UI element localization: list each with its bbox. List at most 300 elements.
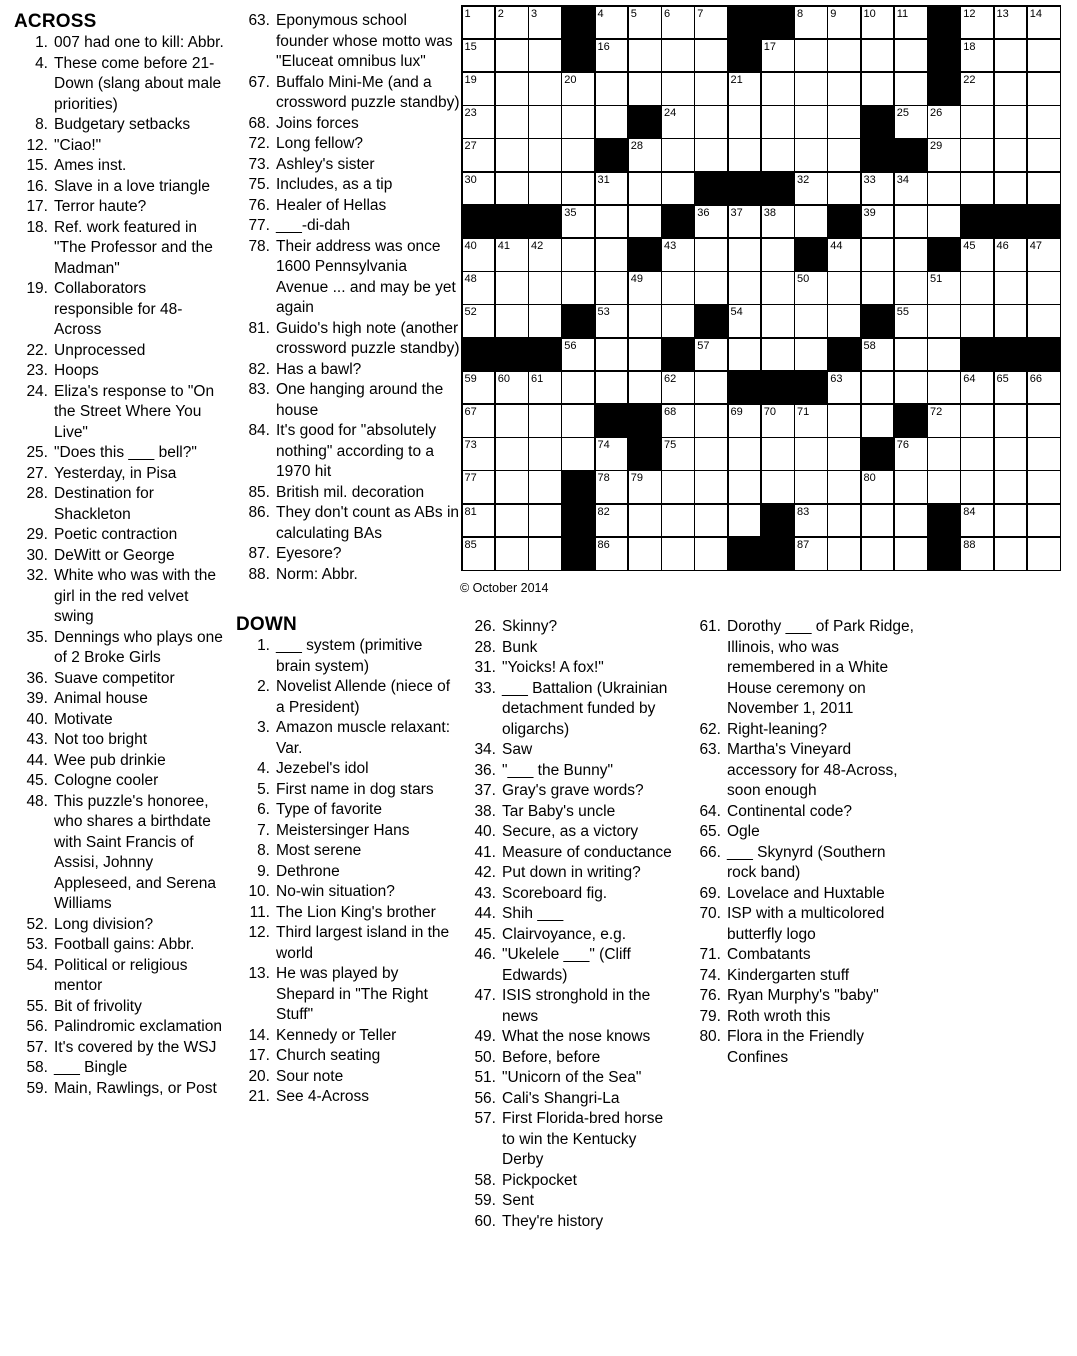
grid-cell[interactable] — [463, 405, 495, 437]
grid-cell[interactable] — [463, 73, 495, 105]
grid-cell[interactable] — [795, 139, 827, 171]
grid-cell[interactable] — [1028, 438, 1060, 470]
cell-number: 46 — [996, 239, 1009, 252]
grid-cell[interactable] — [729, 505, 761, 537]
grid-cell[interactable] — [695, 206, 727, 238]
grid-cell[interactable] — [463, 372, 495, 404]
grid-cell[interactable] — [928, 106, 960, 138]
clue-number: 34. — [474, 741, 496, 758]
grid-cell[interactable] — [496, 538, 528, 570]
grid-cell[interactable] — [795, 73, 827, 105]
grid-cell[interactable] — [995, 438, 1027, 470]
grid-cell[interactable] — [862, 339, 894, 371]
grid-cell[interactable] — [995, 305, 1027, 337]
grid-cell[interactable] — [629, 272, 661, 304]
grid-cell[interactable] — [1028, 505, 1060, 537]
grid-cell[interactable] — [795, 305, 827, 337]
clue-number: 50. — [474, 1048, 496, 1066]
grid-cell[interactable] — [729, 239, 761, 271]
grid-cell[interactable] — [928, 339, 960, 371]
grid-cell[interactable] — [596, 206, 628, 238]
grid-cell[interactable] — [1028, 372, 1060, 404]
clue-item — [14, 1017, 228, 1038]
grid-cell[interactable] — [795, 206, 827, 238]
grid-cell[interactable] — [529, 7, 561, 39]
grid-cell[interactable] — [762, 139, 794, 171]
grid-cell[interactable] — [529, 505, 561, 537]
clue-text: Norm: Abbr. — [276, 565, 358, 583]
grid-cell[interactable] — [828, 305, 860, 337]
grid-cell[interactable] — [629, 372, 661, 404]
grid-cell[interactable] — [961, 40, 993, 72]
grid-cell[interactable] — [1028, 106, 1060, 138]
grid-cell[interactable] — [496, 173, 528, 205]
grid-cell[interactable] — [895, 239, 927, 271]
grid-cell[interactable] — [895, 40, 927, 72]
grid-cell[interactable] — [762, 471, 794, 503]
clue-text: Terror haute? — [54, 198, 147, 215]
grid-cell[interactable] — [1028, 538, 1060, 570]
grid-cell[interactable] — [961, 538, 993, 570]
grid-cell[interactable] — [795, 471, 827, 503]
grid-cell[interactable] — [529, 173, 561, 205]
grid-cell[interactable] — [463, 538, 495, 570]
grid-cell[interactable] — [795, 40, 827, 72]
grid-cell[interactable] — [995, 73, 1027, 105]
grid-cell[interactable] — [629, 7, 661, 39]
grid-cell[interactable] — [995, 139, 1027, 171]
grid-cell[interactable] — [463, 305, 495, 337]
grid-cell[interactable] — [795, 106, 827, 138]
grid-cell[interactable] — [562, 372, 594, 404]
grid-cell[interactable] — [695, 339, 727, 371]
grid-cell[interactable] — [729, 139, 761, 171]
grid-cell[interactable] — [995, 538, 1027, 570]
grid-cell[interactable] — [662, 272, 694, 304]
grid-cell[interactable] — [662, 239, 694, 271]
grid-cell[interactable] — [629, 471, 661, 503]
grid-cell[interactable] — [828, 538, 860, 570]
grid-cell[interactable] — [862, 471, 894, 503]
grid-cell[interactable] — [662, 372, 694, 404]
clue-column-down-2 — [462, 617, 680, 1232]
grid-cell[interactable] — [596, 40, 628, 72]
grid-cell[interactable] — [596, 272, 628, 304]
grid-cell[interactable] — [828, 372, 860, 404]
grid-cell[interactable] — [862, 173, 894, 205]
grid-cell[interactable] — [828, 40, 860, 72]
grid-cell[interactable] — [463, 438, 495, 470]
clue-text: They don't count as ABs in calculating BAs — [276, 504, 460, 542]
clue-item — [687, 617, 915, 720]
grid-cell[interactable] — [629, 40, 661, 72]
grid-cell[interactable] — [795, 173, 827, 205]
grid-cell[interactable] — [562, 405, 594, 437]
grid-cell[interactable] — [529, 239, 561, 271]
grid-cell[interactable] — [928, 405, 960, 437]
grid-cell[interactable] — [662, 538, 694, 570]
grid-cell[interactable] — [895, 206, 927, 238]
grid-cell[interactable] — [995, 40, 1027, 72]
grid-cell[interactable] — [762, 405, 794, 437]
grid-cell[interactable] — [729, 106, 761, 138]
grid-cell[interactable] — [928, 471, 960, 503]
clue-text: First name in dog stars — [276, 780, 434, 798]
grid-cell[interactable] — [662, 438, 694, 470]
grid-cell[interactable] — [596, 372, 628, 404]
cell-number: 58 — [863, 339, 876, 352]
grid-cell[interactable] — [961, 505, 993, 537]
clue-item — [236, 11, 460, 73]
grid-cell[interactable] — [562, 438, 594, 470]
grid-cell[interactable] — [596, 438, 628, 470]
grid-cell[interactable] — [828, 73, 860, 105]
grid-cell[interactable] — [995, 239, 1027, 271]
grid-cell[interactable] — [463, 106, 495, 138]
grid-cell[interactable] — [463, 139, 495, 171]
grid-cell[interactable] — [828, 438, 860, 470]
clue-number: 25. — [26, 444, 48, 461]
cell-number: 51 — [930, 273, 943, 286]
grid-cell[interactable] — [662, 40, 694, 72]
grid-cell[interactable] — [961, 7, 993, 39]
grid-cell[interactable] — [463, 173, 495, 205]
grid-cell[interactable] — [496, 7, 528, 39]
grid-cell[interactable] — [529, 471, 561, 503]
grid-cell[interactable] — [629, 538, 661, 570]
grid-cell[interactable] — [629, 505, 661, 537]
cell-number: 60 — [497, 372, 510, 385]
grid-cell[interactable] — [629, 305, 661, 337]
grid-cell[interactable] — [463, 505, 495, 537]
grid-cell[interactable] — [928, 305, 960, 337]
grid-cell[interactable] — [529, 305, 561, 337]
grid-cell[interactable] — [1028, 73, 1060, 105]
grid-cell[interactable] — [662, 73, 694, 105]
clue-item — [236, 862, 460, 883]
grid-black-cell — [928, 73, 960, 105]
clue-number: 63. — [699, 741, 721, 758]
grid-cell[interactable] — [695, 538, 727, 570]
grid-cell[interactable] — [961, 106, 993, 138]
grid-cell[interactable] — [928, 139, 960, 171]
grid-cell[interactable] — [828, 106, 860, 138]
grid-cell[interactable] — [562, 73, 594, 105]
grid-cell[interactable] — [596, 339, 628, 371]
grid-cell[interactable] — [596, 106, 628, 138]
grid-cell[interactable] — [729, 206, 761, 238]
grid-cell[interactable] — [463, 40, 495, 72]
grid-cell[interactable] — [529, 139, 561, 171]
grid-black-cell — [529, 339, 561, 371]
grid-cell[interactable] — [562, 106, 594, 138]
grid-cell[interactable] — [729, 471, 761, 503]
grid-cell[interactable] — [862, 239, 894, 271]
grid-cell[interactable] — [463, 7, 495, 39]
grid-cell[interactable] — [961, 372, 993, 404]
grid-cell[interactable] — [529, 272, 561, 304]
grid-cell[interactable] — [596, 73, 628, 105]
grid-cell[interactable] — [762, 206, 794, 238]
grid-cell[interactable] — [1028, 305, 1060, 337]
grid-cell[interactable] — [496, 505, 528, 537]
grid-cell[interactable] — [729, 339, 761, 371]
grid-cell[interactable] — [995, 372, 1027, 404]
grid-cell[interactable] — [995, 7, 1027, 39]
grid-black-cell — [961, 206, 993, 238]
grid-cell[interactable] — [895, 505, 927, 537]
grid-cell[interactable] — [995, 106, 1027, 138]
grid-cell[interactable] — [629, 173, 661, 205]
grid-cell[interactable] — [695, 438, 727, 470]
clue-text: Type of favorite — [276, 801, 382, 818]
grid-cell[interactable] — [862, 272, 894, 304]
grid-cell[interactable] — [862, 538, 894, 570]
grid-cell[interactable] — [795, 505, 827, 537]
grid-cell[interactable] — [662, 405, 694, 437]
grid-cell[interactable] — [562, 139, 594, 171]
grid-cell[interactable] — [662, 7, 694, 39]
grid-cell[interactable] — [795, 405, 827, 437]
grid-cell[interactable] — [995, 173, 1027, 205]
grid-cell[interactable] — [1028, 405, 1060, 437]
grid-cell[interactable] — [596, 239, 628, 271]
grid-cell[interactable] — [695, 73, 727, 105]
clue-text: Animal house — [54, 690, 148, 707]
grid-cell[interactable] — [1028, 40, 1060, 72]
grid-cell[interactable] — [1028, 173, 1060, 205]
grid-cell[interactable] — [562, 206, 594, 238]
grid-cell[interactable] — [695, 40, 727, 72]
grid-black-cell — [496, 206, 528, 238]
grid-cell[interactable] — [961, 239, 993, 271]
grid-cell[interactable] — [928, 173, 960, 205]
grid-black-cell — [496, 339, 528, 371]
cell-number: 12 — [963, 7, 976, 20]
grid-cell[interactable] — [1028, 471, 1060, 503]
grid-cell[interactable] — [695, 471, 727, 503]
grid-cell[interactable] — [995, 505, 1027, 537]
grid-cell[interactable] — [596, 305, 628, 337]
grid-cell[interactable] — [895, 538, 927, 570]
grid-cell[interactable] — [862, 505, 894, 537]
grid-cell[interactable] — [795, 339, 827, 371]
grid-cell[interactable] — [496, 139, 528, 171]
grid-cell[interactable] — [596, 505, 628, 537]
clue-item — [14, 546, 228, 567]
grid-cell[interactable] — [1028, 272, 1060, 304]
grid-cell[interactable] — [529, 106, 561, 138]
grid-cell[interactable] — [828, 405, 860, 437]
grid-cell[interactable] — [895, 173, 927, 205]
grid-cell[interactable] — [1028, 239, 1060, 271]
clue-item — [687, 884, 915, 905]
grid-cell[interactable] — [961, 73, 993, 105]
clue-text: What the nose knows — [502, 1028, 651, 1045]
grid-cell[interactable] — [529, 40, 561, 72]
clue-number: 59. — [26, 1079, 48, 1097]
grid-cell[interactable] — [961, 173, 993, 205]
grid-cell[interactable] — [895, 471, 927, 503]
grid-cell[interactable] — [496, 40, 528, 72]
grid-cell[interactable] — [1028, 139, 1060, 171]
cell-number: 14 — [1029, 7, 1042, 20]
grid-cell[interactable] — [562, 239, 594, 271]
grid-cell[interactable] — [1028, 7, 1060, 39]
grid-cell[interactable] — [762, 339, 794, 371]
grid-cell[interactable] — [995, 405, 1027, 437]
grid-cell[interactable] — [895, 106, 927, 138]
grid-cell[interactable] — [529, 73, 561, 105]
cell-number: 88 — [963, 538, 976, 551]
grid-cell[interactable] — [762, 272, 794, 304]
grid-cell[interactable] — [729, 438, 761, 470]
grid-cell[interactable] — [862, 73, 894, 105]
grid-cell[interactable] — [695, 7, 727, 39]
grid-cell[interactable] — [662, 471, 694, 503]
grid-cell[interactable] — [895, 438, 927, 470]
grid-cell[interactable] — [828, 471, 860, 503]
grid-cell[interactable] — [862, 206, 894, 238]
grid-cell[interactable] — [729, 405, 761, 437]
grid-cell[interactable] — [828, 272, 860, 304]
grid-cell[interactable] — [695, 139, 727, 171]
clue-number: 60. — [474, 1212, 496, 1230]
grid-cell[interactable] — [862, 7, 894, 39]
clue-number: 20. — [248, 1067, 270, 1085]
grid-cell[interactable] — [463, 272, 495, 304]
grid-cell[interactable] — [496, 438, 528, 470]
grid-cell[interactable] — [629, 206, 661, 238]
grid-cell[interactable] — [895, 73, 927, 105]
grid-cell[interactable] — [662, 305, 694, 337]
clue-text: Meistersinger Hans — [276, 821, 410, 839]
grid-cell[interactable] — [895, 7, 927, 39]
grid-cell[interactable] — [795, 7, 827, 39]
grid-cell[interactable] — [529, 372, 561, 404]
grid-cell[interactable] — [995, 272, 1027, 304]
grid-cell[interactable] — [496, 239, 528, 271]
grid-cell[interactable] — [762, 305, 794, 337]
grid-cell[interactable] — [862, 372, 894, 404]
grid-cell[interactable] — [695, 405, 727, 437]
grid-cell[interactable] — [928, 206, 960, 238]
grid-cell[interactable] — [629, 339, 661, 371]
grid-cell[interactable] — [928, 272, 960, 304]
grid-cell[interactable] — [695, 372, 727, 404]
grid-black-cell — [795, 239, 827, 271]
grid-cell[interactable] — [961, 438, 993, 470]
clue-text: Continental code? — [727, 802, 852, 820]
grid-cell[interactable] — [762, 239, 794, 271]
grid-cell[interactable] — [562, 272, 594, 304]
clue-number: 79. — [699, 1007, 721, 1025]
grid-cell[interactable] — [496, 272, 528, 304]
grid-cell[interactable] — [496, 471, 528, 503]
grid-cell[interactable] — [762, 438, 794, 470]
cell-number: 1 — [464, 7, 471, 20]
grid-cell[interactable] — [961, 405, 993, 437]
cell-number: 41 — [497, 239, 510, 252]
grid-cell[interactable] — [961, 471, 993, 503]
grid-cell[interactable] — [928, 438, 960, 470]
grid-cell[interactable] — [562, 339, 594, 371]
clue-text: Novelist Allende (niece of a President) — [276, 678, 451, 716]
grid-cell[interactable] — [529, 438, 561, 470]
grid-cell[interactable] — [629, 139, 661, 171]
grid-cell[interactable] — [928, 372, 960, 404]
grid-cell[interactable] — [529, 405, 561, 437]
grid-cell[interactable] — [795, 438, 827, 470]
grid-cell[interactable] — [795, 538, 827, 570]
grid-cell[interactable] — [862, 405, 894, 437]
clue-item — [236, 237, 460, 319]
grid-cell[interactable] — [662, 106, 694, 138]
grid-cell[interactable] — [762, 106, 794, 138]
grid-cell[interactable] — [596, 7, 628, 39]
grid-cell[interactable] — [463, 239, 495, 271]
clue-text: "Ciao!" — [54, 136, 102, 154]
grid-cell[interactable] — [496, 106, 528, 138]
grid-cell[interactable] — [695, 505, 727, 537]
grid-cell[interactable] — [596, 173, 628, 205]
grid-cell[interactable] — [828, 239, 860, 271]
grid-cell[interactable] — [496, 372, 528, 404]
grid-cell[interactable] — [695, 272, 727, 304]
grid-cell[interactable] — [596, 538, 628, 570]
clue-text: Sent — [502, 1192, 534, 1209]
grid-cell[interactable] — [828, 173, 860, 205]
grid-cell[interactable] — [895, 272, 927, 304]
grid-cell[interactable] — [828, 7, 860, 39]
grid-cell[interactable] — [463, 471, 495, 503]
grid-cell[interactable] — [629, 73, 661, 105]
cell-number: 52 — [464, 306, 477, 319]
grid-black-cell — [928, 7, 960, 39]
grid-cell[interactable] — [828, 139, 860, 171]
grid-cell[interactable] — [695, 239, 727, 271]
grid-cell[interactable] — [895, 372, 927, 404]
grid-cell[interactable] — [961, 272, 993, 304]
grid-cell[interactable] — [795, 272, 827, 304]
grid-cell[interactable] — [596, 471, 628, 503]
grid-cell[interactable] — [995, 471, 1027, 503]
clue-text: Unprocessed — [54, 341, 146, 359]
grid-cell[interactable] — [961, 305, 993, 337]
grid-cell[interactable] — [662, 139, 694, 171]
grid-cell[interactable] — [496, 405, 528, 437]
grid-cell[interactable] — [895, 305, 927, 337]
grid-cell[interactable] — [895, 339, 927, 371]
grid-cell[interactable] — [695, 106, 727, 138]
grid-cell[interactable] — [496, 305, 528, 337]
grid-cell[interactable] — [828, 505, 860, 537]
grid-cell[interactable] — [496, 73, 528, 105]
grid-cell[interactable] — [662, 505, 694, 537]
grid-cell[interactable] — [762, 40, 794, 72]
grid-cell[interactable] — [729, 305, 761, 337]
grid-cell[interactable] — [762, 73, 794, 105]
grid-cell[interactable] — [729, 272, 761, 304]
clue-text: Ames inst. — [54, 157, 127, 174]
grid-cell[interactable] — [729, 73, 761, 105]
grid-cell[interactable] — [662, 173, 694, 205]
grid-cell[interactable] — [862, 40, 894, 72]
clue-number: 28. — [474, 638, 496, 656]
grid-cell[interactable] — [961, 139, 993, 171]
grid-cell[interactable] — [529, 538, 561, 570]
grid-cell[interactable] — [562, 173, 594, 205]
